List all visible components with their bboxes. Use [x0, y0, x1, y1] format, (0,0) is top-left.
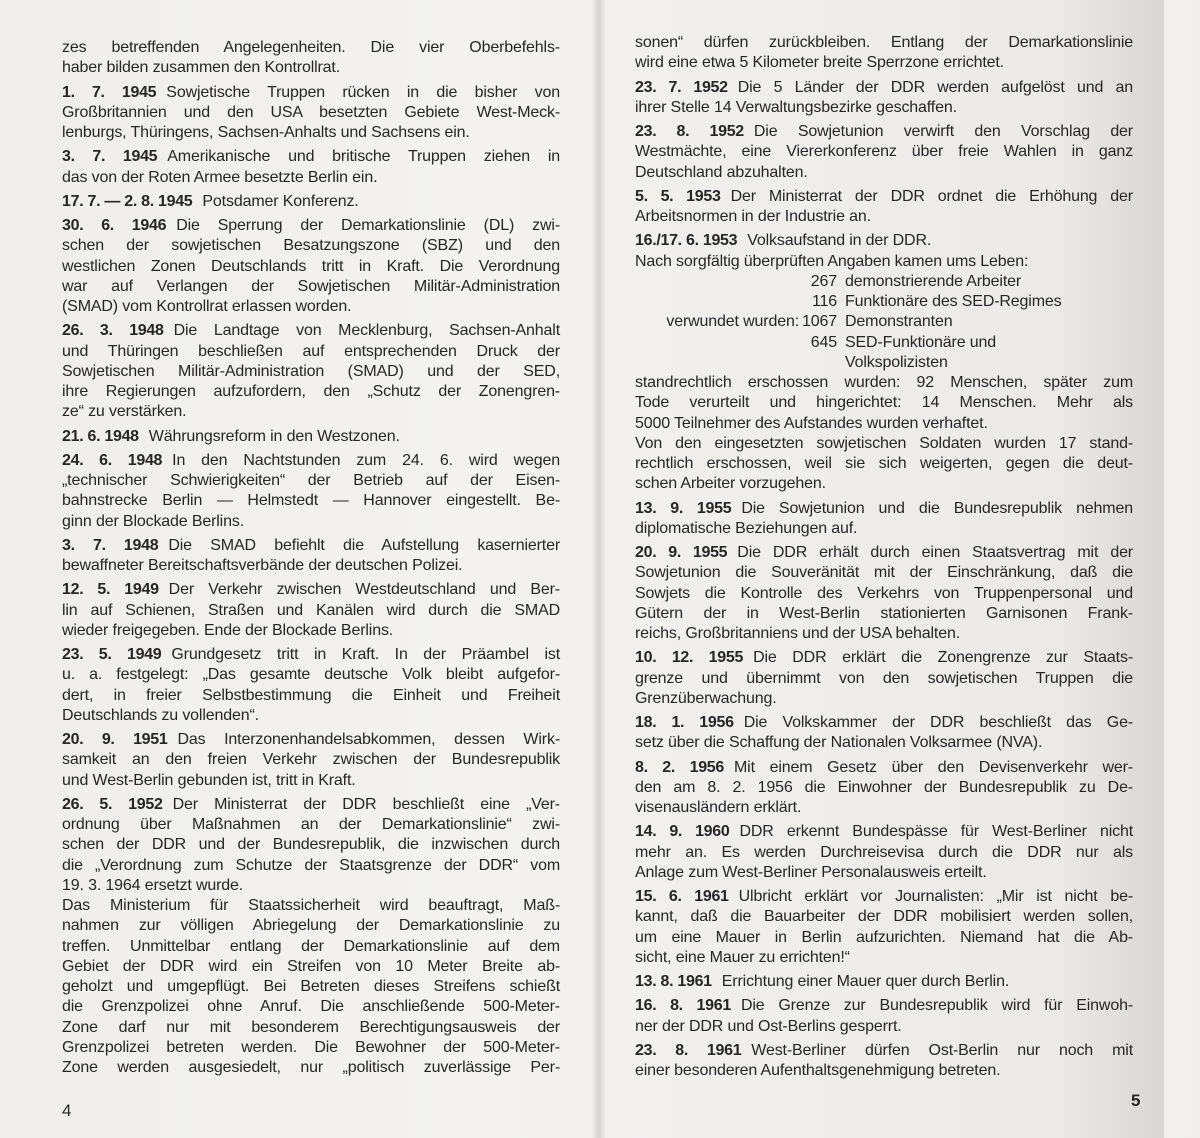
line-text: mehr an. Es werden Durchreisevisa durch die DDR nur als — [635, 843, 1133, 861]
line-text: und Thüringen beschließen auf entsprechenden Druck der — [62, 342, 560, 360]
text-line — [635, 863, 1133, 883]
line-text: Die Landtage von Mecklenburg, Sachsen-Anhalt — [173, 322, 560, 340]
casualty-number — [799, 353, 837, 373]
line-text: Amerikanische und britische Truppen ziehen in — [167, 148, 560, 166]
line-text: treffen. Unmittelbar entlang der Demarkationslinie auf dem — [62, 937, 560, 955]
casualty-row — [635, 292, 1133, 312]
line-text: Nach sorgfältig überprüften Angaben kamen ums Leben: — [635, 252, 1029, 270]
line-text: ginn der Blockade Berlins. — [62, 512, 244, 530]
entry-date: 13. 9. 1955 — [635, 499, 732, 517]
casualty-number: 645 — [810, 333, 837, 351]
text-line — [62, 997, 560, 1017]
text-line — [62, 815, 560, 835]
text-line — [62, 402, 560, 422]
text-line — [62, 621, 560, 641]
page-left — [0, 0, 598, 1138]
text-line — [635, 499, 1133, 519]
entry-date: 10. 12. 1955 — [635, 649, 744, 667]
chronology-entry — [635, 499, 1133, 540]
text-line — [62, 1038, 560, 1058]
line-text: Der Ministerrat der DDR ordnet die Erhöhung der — [730, 187, 1133, 205]
line-text: Anlage zum West-Berliner Personalausweis erteilt. — [635, 863, 987, 881]
text-line — [62, 83, 560, 103]
entry-date: 1. 7. 1945 — [62, 83, 157, 101]
line-text: diplomatische Beziehungen auf. — [635, 519, 858, 537]
line-text: haber bilden zusammen den Kontrollrat. — [62, 59, 341, 77]
casualty-row — [635, 312, 1133, 332]
text-line — [635, 373, 1133, 393]
line-text: geholzt und umgepflügt. Bei Betreten dieses Streifens schießt — [62, 978, 560, 995]
chronology-entry — [635, 822, 1133, 883]
line-text: Die Volkskammer der DDR beschließt das Ge- — [743, 714, 1133, 731]
chronology-entry — [62, 216, 560, 317]
chronology-entry — [635, 231, 1133, 251]
text-line — [62, 665, 560, 685]
line-text: Gütern der in West-Berlin stationierten Garnisonen Frank- — [635, 604, 1133, 622]
line-text: Potsdamer Konferenz. — [202, 192, 359, 210]
entry-date: 3. 7. 1948 — [62, 536, 159, 554]
text-line — [62, 556, 560, 576]
text-line — [635, 414, 1133, 434]
text-line — [635, 887, 1133, 907]
line-text: bahnstrecke Berlin — Helmstedt — Hannover eingestellt. Be- — [62, 492, 560, 510]
casualty-description: Volkspolizisten — [845, 353, 948, 371]
chronology-entry — [62, 192, 560, 212]
entry-date: 20. 9. 1951 — [62, 731, 168, 748]
text-line — [62, 771, 560, 791]
line-text: Ulbricht erklärt vor Journalisten: „Mir ist nicht be- — [738, 888, 1133, 905]
text-line — [635, 584, 1133, 604]
text-line — [62, 512, 560, 532]
text-line — [62, 321, 560, 341]
casualty-label — [635, 272, 799, 292]
line-text: „technischer Schwierigkeiten“ der Betrieb auf der Eisen- — [62, 472, 560, 489]
line-text: den am 8. 2. 1956 die Einwohner der Bundesrepublik zu De- — [635, 778, 1133, 796]
text-line — [62, 168, 560, 188]
entry-date: 3. 7. 1945 — [62, 148, 158, 166]
line-text: Das Ministerium für Staatssicherheit wird beauftragt, Maß- — [62, 897, 560, 914]
line-text: bewaffneter Bereitschaftsverbände der deutschen Polizei. — [62, 557, 463, 574]
text-line — [62, 876, 560, 896]
chronology-entry — [62, 580, 560, 641]
line-text: war auf Verlangen der Sowjetischen Militär-Administration — [62, 277, 560, 295]
text-line — [62, 192, 560, 212]
line-text: dert, in freier Selbstbestimmung die Einheit und Freiheit — [62, 686, 560, 704]
text-line — [62, 362, 560, 382]
entry-date: 20. 9. 1955 — [635, 544, 728, 561]
chronology-entry — [635, 78, 1133, 119]
text-line — [635, 252, 1133, 272]
entry-date: 23. 5. 1949 — [62, 646, 162, 663]
line-text: wird eine etwa 5 Kilometer breite Sperrzone errichtet. — [635, 54, 1004, 72]
paragraph — [62, 38, 560, 79]
text-line — [635, 758, 1133, 778]
line-text: um eine Mauer in Berlin aufzurichten. Niemand hat die Ab- — [635, 928, 1133, 946]
chronology-entry — [635, 648, 1133, 709]
text-line — [635, 648, 1133, 668]
line-text: schen der sowjetischen Besatzungszone (SBZ) und den — [62, 237, 560, 255]
text-line — [635, 1041, 1133, 1061]
casualty-description: demonstrierende Arbeiter — [845, 272, 1022, 290]
line-text: Arbeitsnormen in der Industrie an. — [635, 208, 871, 225]
text-line — [635, 98, 1133, 118]
casualty-number: 1067 — [802, 313, 837, 331]
text-column — [635, 33, 1133, 1081]
line-text: u. a. festgelegt: „Das gesamte deutsche Volk bleibt aufgefor- — [62, 666, 560, 684]
text-line — [62, 730, 560, 750]
paragraph — [635, 33, 1133, 74]
text-line — [62, 835, 560, 855]
text-line — [635, 474, 1133, 494]
text-line — [635, 996, 1133, 1016]
text-line — [62, 123, 560, 143]
line-text: die „Verordnung zum Schutze der Staatsgrenze der DDR“ vom — [62, 856, 560, 874]
entry-date: 23. 7. 1952 — [635, 78, 728, 96]
line-text: sonen“ dürfen zurückbleiben. Entlang der Demarkationslinie — [635, 34, 1133, 51]
text-line — [635, 207, 1133, 227]
text-line — [62, 236, 560, 256]
line-text: 5000 Teilnehmer des Aufstandes wurden verhaftet. — [635, 414, 988, 432]
text-line — [635, 778, 1133, 798]
entry-date: 24. 6. 1948 — [62, 451, 163, 469]
entry-date: 23. 8. 1952 — [635, 123, 744, 140]
paragraph — [635, 252, 1133, 272]
text-line — [635, 142, 1133, 162]
text-line — [62, 297, 560, 317]
chronology-entry — [635, 887, 1133, 968]
line-text: Sowjetunion die Souveränität mit der Einschränkung, daß die — [635, 564, 1133, 582]
line-text: Deutschland abzuhalten. — [635, 163, 808, 181]
text-line — [62, 342, 560, 362]
chronology-entry — [635, 996, 1133, 1037]
line-text: ner der DDR und Ost-Berlins gesperrt. — [635, 1017, 902, 1035]
text-line — [635, 33, 1133, 53]
line-text: Die Sowjetunion verwirft den Vorschlag der — [753, 123, 1133, 140]
entry-date: 15. 6. 1961 — [635, 888, 729, 905]
text-line — [62, 1058, 560, 1078]
line-text: nahmen zur völligen Abriegelung der Demarkationslinie zu — [62, 917, 560, 935]
text-line — [635, 907, 1133, 927]
text-line — [635, 1061, 1133, 1081]
text-line — [635, 604, 1133, 624]
text-line — [62, 601, 560, 621]
line-text: wieder freigegeben. Ende der Blockade Berlins. — [62, 621, 394, 639]
text-line — [635, 713, 1133, 733]
casualty-row — [635, 272, 1133, 292]
line-text: Westmächte, eine Viererkonferenz über freie Wahlen in ganz — [635, 143, 1133, 161]
chronology-entry — [635, 543, 1133, 644]
page-right — [600, 0, 1200, 1138]
text-line — [62, 451, 560, 471]
text-line — [62, 216, 560, 236]
entry-date: 5. 5. 1953 — [635, 187, 721, 205]
paragraph — [635, 434, 1133, 495]
chronology-entry — [62, 536, 560, 577]
line-text: Zone werden ausgesiedelt, nur „politisch zuverlässige Per- — [62, 1059, 560, 1076]
line-text: Die Sowjetunion und die Bundesrepublik nehmen — [741, 499, 1133, 517]
entry-date: 12. 5. 1949 — [62, 581, 159, 599]
line-text: Großbritannien und den USA besetzten Gebiete West-Meck- — [62, 103, 560, 121]
text-line — [635, 187, 1133, 207]
text-line — [635, 519, 1133, 539]
casualty-number: 267 — [810, 272, 837, 290]
line-text: zes betreffenden Angelegenheiten. Die vier Oberbefehls- — [62, 39, 560, 56]
line-text: die Grenzpolizei ohne Anruf. Die anschließende 500-Meter- — [62, 998, 560, 1016]
entry-date: 16./17. 6. 1953 — [635, 232, 738, 250]
line-text: Volksaufstand in der DDR. — [747, 232, 932, 250]
text-line — [635, 122, 1133, 142]
text-line — [62, 937, 560, 957]
entry-date: 13. 8. 1961 — [635, 973, 712, 990]
text-line — [62, 1018, 560, 1038]
casualty-description: Demonstranten — [845, 313, 953, 331]
line-text: schen der DDR und der Bundesrepublik, die inzwischen durch — [62, 836, 560, 854]
line-text: Währungsreform in den Westzonen. — [148, 427, 400, 445]
page-number: 4 — [62, 1101, 72, 1120]
line-text: Deutschlands zu vollenden“. — [62, 706, 259, 724]
text-line — [62, 916, 560, 936]
text-line — [62, 795, 560, 815]
text-line — [62, 382, 560, 402]
line-text: kannt, daß die Bauarbeiter der DDR mobilisiert werden sollen, — [635, 908, 1133, 926]
line-text: ordnung über Maßnahmen an der Demarkationslinie“ zwi- — [62, 816, 560, 833]
line-text: westlichen Zonen Deutschlands tritt in Kraft. Die Verordnung — [62, 257, 560, 275]
line-text: schen Arbeiter vorzugehen. — [635, 475, 826, 493]
text-line — [62, 686, 560, 706]
entry-date: 18. 1. 1956 — [635, 714, 734, 731]
paragraph — [635, 373, 1133, 434]
line-text: Von den eingesetzten sowjetischen Soldaten wurden 17 stand- — [635, 434, 1133, 452]
line-text: Das Interzonenhandelsabkommen, dessen Wirk- — [177, 731, 560, 748]
line-text: Die 5 Länder der DDR werden aufgelöst und an — [737, 78, 1133, 96]
text-line — [635, 669, 1133, 689]
chronology-entry — [62, 795, 560, 896]
text-line — [635, 393, 1133, 413]
text-line — [635, 733, 1133, 753]
line-text: Zone darf nur mit besonderem Berechtigungsausweis der — [62, 1018, 560, 1036]
line-text: Sowjetische Truppen rücken in die bisher von — [166, 83, 560, 101]
text-line — [62, 645, 560, 665]
page-number: 5 — [1131, 1091, 1141, 1110]
line-text: Sowjets die Kontrolle des Verkehrs von Truppenpersonal und — [635, 584, 1133, 602]
chronology-entry — [62, 321, 560, 422]
text-line — [62, 706, 560, 726]
text-line — [635, 563, 1133, 583]
line-text: standrechtlich erschossen wurden: 92 Menschen, später zum — [635, 374, 1133, 391]
text-line — [635, 1017, 1133, 1037]
line-text: Tode verurteilt und hingerichtet: 14 Menschen. Mehr als — [635, 394, 1133, 412]
line-text: In den Nachtstunden zum 24. 6. wird wegen — [172, 451, 560, 469]
line-text: 19. 3. 1964 ersetzt wurde. — [62, 876, 244, 894]
text-line — [62, 58, 560, 78]
entry-date: 8. 2. 1956 — [635, 758, 724, 776]
chronology-entry — [635, 972, 1133, 992]
entry-date: 21. 6. 1948 — [62, 427, 139, 445]
chronology-entry — [62, 83, 560, 144]
line-text: grenze und übernimmt von den sowjetischen Truppen die — [635, 669, 1133, 687]
line-text: visenausländern erklärt. — [635, 799, 802, 816]
text-line — [62, 856, 560, 876]
line-text: reichs, Großbritanniens und der USA behalten. — [635, 625, 960, 642]
text-line — [62, 277, 560, 297]
line-text: lenburgs, Thüringens, Sachsen-Anhalts und Sachsens ein. — [62, 124, 470, 141]
text-line — [635, 454, 1133, 474]
line-text: das von der Roten Armee besetzte Berlin ein. — [62, 168, 378, 186]
casualty-label — [635, 353, 799, 373]
text-line — [635, 798, 1133, 818]
entry-date: 30. 6. 1946 — [62, 217, 167, 234]
text-line — [635, 434, 1133, 454]
entry-date: 26. 3. 1948 — [62, 322, 164, 340]
line-text: einer besonderen Aufenthaltsgenehmigung betreten. — [635, 1062, 1001, 1079]
chronology-entry — [62, 730, 560, 791]
text-line — [635, 928, 1133, 948]
line-text: DDR erkennt Bundespässe für West-Berliner nicht — [739, 823, 1133, 841]
text-line — [62, 491, 560, 511]
text-line — [635, 543, 1133, 563]
chronology-entry — [62, 147, 560, 188]
text-line — [62, 471, 560, 491]
line-text: Die SMAD befiehlt die Aufstellung kasernierter — [168, 536, 560, 554]
text-line — [635, 972, 1133, 992]
entry-date: 17. 7. — 2. 8. 1945 — [62, 192, 193, 210]
entry-date: 23. 8. 1961 — [635, 1041, 742, 1059]
line-text: Errichtung einer Mauer quer durch Berlin. — [721, 973, 1010, 990]
text-line — [62, 536, 560, 556]
casualty-label: verwundet wurden: — [666, 313, 799, 331]
text-line — [635, 948, 1133, 968]
text-line — [635, 822, 1133, 842]
line-text: setz über die Schaffung der Nationalen Volksarmee (NVA). — [635, 734, 1043, 752]
line-text: ihrer Stelle 14 Verwaltungsbezirke geschaffen. — [635, 98, 957, 116]
text-line — [635, 163, 1133, 183]
line-text: Grenzüberwachung. — [635, 689, 777, 707]
text-line — [635, 689, 1133, 709]
text-line — [635, 624, 1133, 644]
chronology-entry — [62, 427, 560, 447]
line-text: Grenzpolizei betreten werden. Die Bewohner der 500-Meter- — [62, 1038, 560, 1056]
casualty-table — [635, 272, 1133, 373]
casualty-row — [635, 353, 1133, 373]
text-line — [62, 750, 560, 770]
text-line — [635, 78, 1133, 98]
text-line — [62, 103, 560, 123]
chronology-entry — [635, 713, 1133, 754]
line-text: samkeit an den freien Verkehr zwischen der Bundesrepublik — [62, 751, 560, 769]
text-line — [62, 580, 560, 600]
entry-date: 16. 8. 1961 — [635, 997, 731, 1015]
line-text: Die Sperrung der Demarkationslinie (DL) zwi- — [176, 217, 560, 234]
entry-date: 14. 9. 1960 — [635, 823, 730, 841]
text-line — [635, 843, 1133, 863]
casualty-label — [635, 292, 799, 312]
text-line — [62, 896, 560, 916]
line-text: Der Ministerrat der DDR beschließt eine „Ver- — [172, 795, 560, 813]
line-text: Der Verkehr zwischen Westdeutschland und Ber- — [168, 581, 560, 599]
text-line — [62, 957, 560, 977]
casualty-description: Funktionäre des SED-Regimes — [845, 293, 1062, 310]
casualty-number: 116 — [811, 293, 837, 310]
text-line — [635, 231, 1133, 251]
line-text: Mit einem Gesetz über den Devisenverkehr wer- — [734, 758, 1133, 776]
line-text: Die DDR erhält durch einen Staatsvertrag mit der — [737, 544, 1133, 561]
text-line — [635, 53, 1133, 73]
line-text: ze“ zu verstärken. — [62, 403, 187, 421]
line-text: Sowjetischen Militär-Administration (SMAD) und der SED, — [62, 362, 560, 380]
line-text: Die Grenze zur Bundesrepublik wird für Einwoh- — [740, 997, 1133, 1015]
chronology-entry — [62, 645, 560, 726]
line-text: Gebiet der DDR wird ein Streifen von 10 Meter Breite ab- — [62, 957, 560, 975]
entry-date: 26. 5. 1952 — [62, 795, 163, 813]
text-line — [62, 257, 560, 277]
line-text: sicht, eine Mauer zu errichten!“ — [635, 948, 850, 966]
line-text: (SMAD) vom Kontrollrat erlassen worden. — [62, 298, 352, 315]
chronology-entry — [635, 758, 1133, 819]
paragraph — [62, 896, 560, 1078]
chronology-entry — [635, 122, 1133, 183]
text-column — [62, 38, 560, 1078]
line-text: ihre Regierungen aufzufordern, den „Schutz der Zonengren- — [62, 383, 560, 400]
line-text: Die DDR erklärt die Zonengrenze zur Staats- — [753, 649, 1134, 667]
line-text: rechtlich erschossen, weil sie sich weigerten, gegen die deut- — [635, 455, 1133, 472]
line-text: lin auf Schienen, Straßen und Kanälen wird durch die SMAD — [62, 601, 560, 619]
casualty-description: SED-Funktionäre und — [845, 333, 997, 351]
chronology-entry — [635, 187, 1133, 228]
line-text: Grundgesetz tritt in Kraft. In der Präambel ist — [171, 646, 560, 663]
text-line — [62, 977, 560, 997]
line-text: und West-Berlin gebunden ist, tritt in Kraft. — [62, 771, 356, 789]
text-line — [62, 38, 560, 58]
casualty-label — [635, 333, 799, 353]
chronology-entry — [62, 451, 560, 532]
chronology-entry — [635, 1041, 1133, 1082]
text-line — [62, 427, 560, 447]
casualty-row — [635, 333, 1133, 353]
line-text: West-Berliner dürfen Ost-Berlin nur noch mit — [751, 1041, 1133, 1059]
text-line — [62, 147, 560, 167]
